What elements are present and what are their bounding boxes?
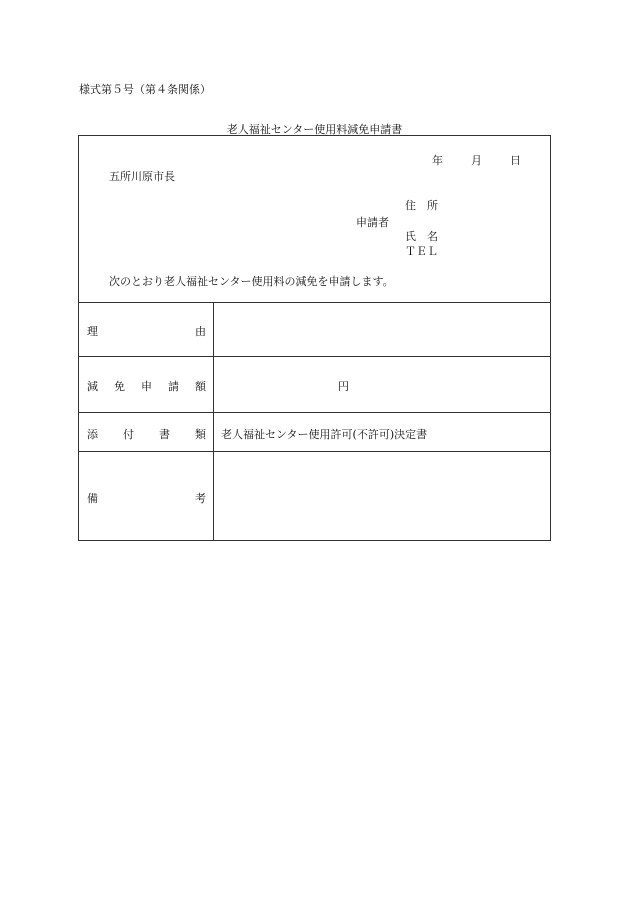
attached-documents-label: 添 付 書 類	[87, 428, 206, 441]
remarks-label: 備 考	[87, 492, 206, 505]
date-day-label: 日	[510, 154, 521, 167]
form-number: 様式第５号（第４条関係）	[79, 83, 211, 96]
reason-label: 理 由	[87, 325, 206, 338]
date-month-label: 月	[471, 154, 482, 167]
date-row	[432, 152, 521, 168]
form-title: 老人福祉センター使用料減免申請書	[226, 123, 403, 136]
yen-unit: 円	[338, 380, 349, 393]
reduction-amount-label: 減 免 申 請 額	[87, 380, 206, 393]
row-divider	[79, 302, 550, 303]
addressee: 五所川原市長	[109, 170, 175, 183]
tel-label: ＴＥＬ	[405, 245, 438, 258]
address-label: 住 所	[405, 199, 438, 212]
applicant-label: 申請者	[356, 216, 389, 229]
application-form	[78, 135, 551, 541]
name-label: 氏 名	[405, 230, 438, 243]
row-divider	[79, 412, 550, 413]
column-divider	[213, 302, 214, 540]
row-divider	[79, 451, 550, 452]
request-statement: 次のとおり老人福祉センター使用料の減免を申請します。	[109, 275, 394, 288]
row-divider	[79, 356, 550, 357]
attached-documents-value: 老人福祉センター使用許可(不許可)決定書	[221, 428, 428, 441]
date-year-label: 年	[432, 154, 443, 167]
